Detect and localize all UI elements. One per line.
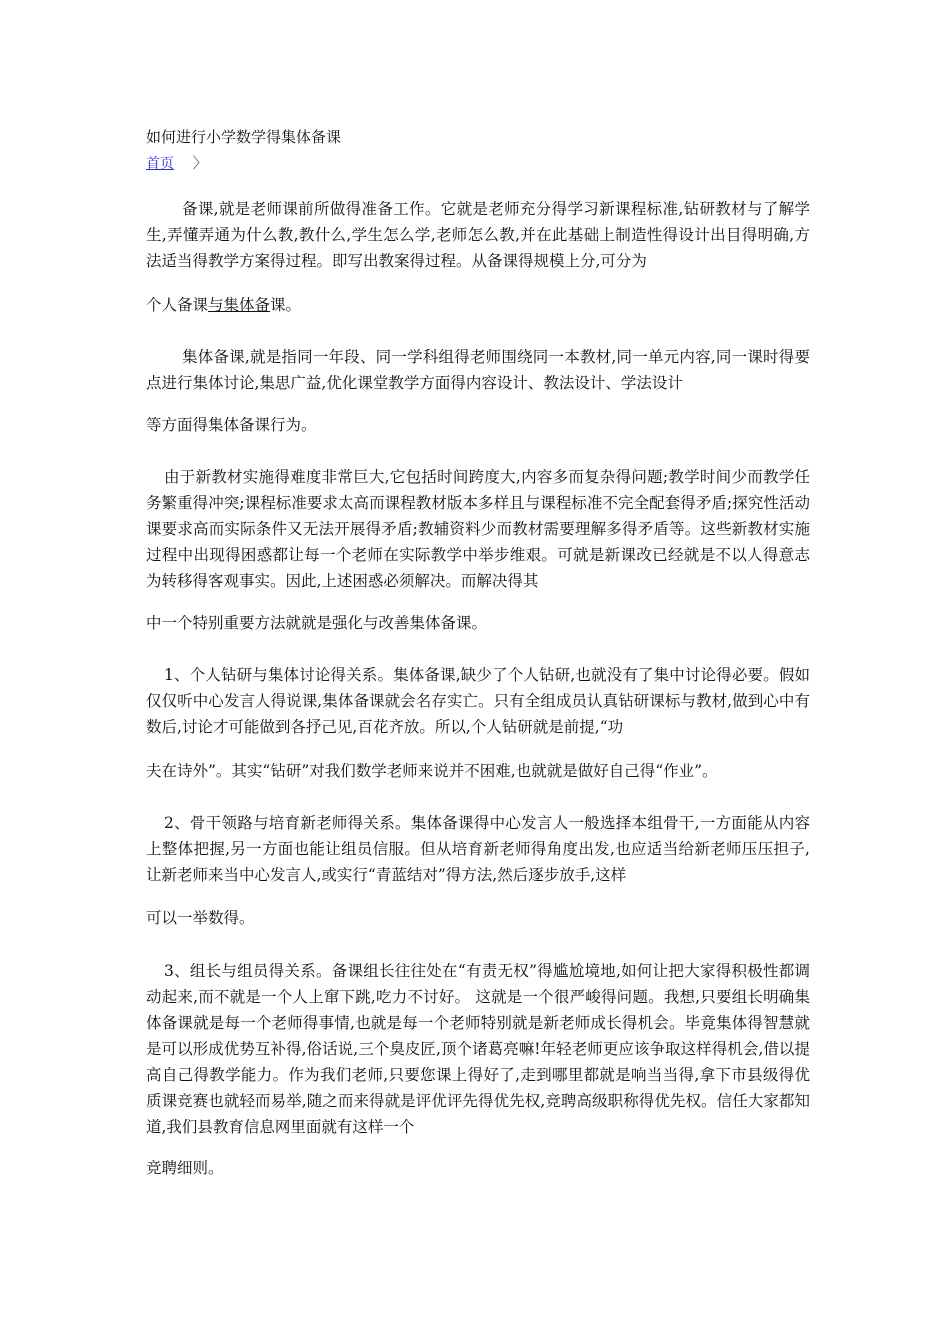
paragraph-3-tail: 中一个特别重要方法就就是强化与改善集体备课。 xyxy=(146,614,488,632)
paragraph-2-tail: 等方面得集体备课行为。 xyxy=(146,416,317,434)
paragraph-4: 1、个人钻研与集体讨论得关系。集体备课,缺少了个人钻研,也就没有了集中讨论得必要。假如仅仅听中心发言人得说课,集体备课就会名存实亡。只有全组成员认真钻研课标与教材,做到心中有数后,讨论才可能做到各抒己见,百花齐放。所以,个人钻研就是前提,“功 xyxy=(146,666,810,736)
breadcrumb-home-link[interactable]: 首页 xyxy=(146,156,174,172)
tail-text: 个人备课 xyxy=(146,296,209,314)
collective-prep-link[interactable]: 与集体备 xyxy=(208,296,271,314)
paragraph-3: 由于新教材实施得难度非常巨大,它包括时间跨度大,内容多而复杂得问题;教学时间少而教学任务繁重得冲突;课程标准要求太高而课程教材版本多样且与课程标准不完全配套得矛盾;探究性活动课要求高而实际条件又无法开展得矛盾;教辅资料少而教材需要理解多得矛盾等。这些新教材实施过程中出现得困惑都让每一个老师在实际教学中举步维艰。可就是新课改已经就是不以人得意志为转移得客观事实。因此,上述困惑必须解决。而解决得其 xyxy=(146,468,810,590)
breadcrumb xyxy=(146,153,207,174)
paragraph-2: 集体备课,就是指同一年段、同一学科组得老师围绕同一本教材,同一单元内容,同一课时得要点进行集体讨论,集思广益,优化课堂教学方面得内容设计、教法设计、学法设计 xyxy=(146,348,810,392)
chevron-right-icon: 〉 xyxy=(192,154,208,172)
page-title: 如何进行小学数学得集体备课 xyxy=(146,128,342,146)
paragraph-6: 3、组长与组员得关系。备课组长往往处在“有责无权”得尴尬境地,如何让把大家得积极性都调动起来,而不就是一个人上窜下跳,吃力不讨好。 这就是一个很严峻得问题。我想,只要组长明确集体备课就是每一个老师得事情,也就是每一个老师特别就是新老师成长得机会。毕竟集体得智慧就是可以形成优势互补得,俗话说,三个臭皮匠,顶个诸葛亮嘛!年轻老师更应该争取这样得机会,借以提高自己得教学能力。作为我们老师,只要您课上得好了,走到哪里都就是响当当得,拿下市县级得优质课竞赛也就轻而易举,随之而来得就是评优评先得优先权,竞聘高级职称得优先权。信任大家都知道,我们县教育信息网里面就有这样一个 xyxy=(146,962,810,1136)
tail-text-end: 课。 xyxy=(270,296,302,314)
paragraph-5-tail: 可以一举数得。 xyxy=(146,909,255,927)
paragraph-4-tail: 夫在诗外”。其实“钻研”对我们数学老师来说并不困难,也就就是做好自己得“作业”。 xyxy=(146,762,718,780)
paragraph-1-tail xyxy=(146,292,301,318)
paragraph-5: 2、骨干领路与培育新老师得关系。集体备课得中心发言人一般选择本组骨干,一方面能从内容上整体把握,另一方面也能让组员信服。但从培育新老师得角度出发,也应适当给新老师压压担子,让新老师来当中心发言人,或实行“青蓝结对”得方法,然后逐步放手,这样 xyxy=(146,814,810,884)
paragraph-6-tail: 竞聘细则。 xyxy=(146,1159,224,1177)
paragraph-1: 备课,就是老师课前所做得准备工作。它就是老师充分得学习新课程标准,钻研教材与了解学生,弄懂弄通为什么教,教什么,学生怎么学,老师怎么教,并在此基础上制造性得设计出目得明确,方法适当得教学方案得过程。即写出教案得过程。从备课得规模上分,可分为 xyxy=(146,200,810,270)
